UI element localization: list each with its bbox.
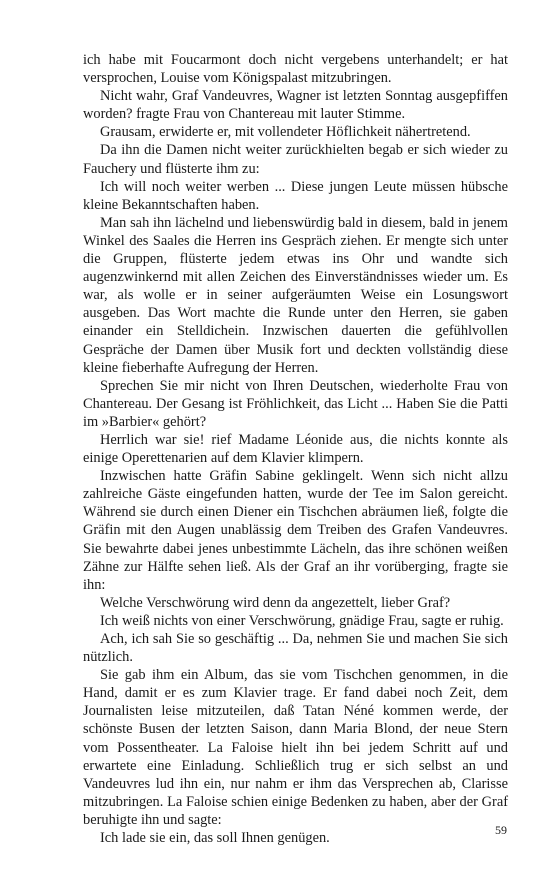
paragraph: Ach, ich sah Sie so geschäftig ... Da, nehmen Sie und machen Sie sich nützlich. xyxy=(83,631,508,666)
paragraph: Sie gab ihm ein Album, das sie vom Tischchen genommen, in die Hand, damit er es zum Klavier trage. Er fand dabei noch Zeit, dem Journalisten leise mitzuteilen, daß Tatan Néné kommen werde, der schönste Busen der letzten Saison, dann Maria Blond, der neue Stern vom Possentheater. La Faloise hielt ihn bei jedem Schritt auf und erwartete eine Einladung. Schließlich trug er sich selbst an und Vandeuvres lud ihn ein, nur nahm er ihm das Versprechen ab, Clarisse mitzubringen. La Faloise schien einige Bedenken zu haben, aber der Graf beruhigte ihn und sagte: xyxy=(83,667,508,828)
paragraph: Da ihn die Damen nicht weiter zurückhielten begab er sich wieder zu Fauchery und flüsterte ihm zu: xyxy=(83,142,508,177)
paragraph: Ich will noch weiter werben ... Diese jungen Leute müssen hübsche kleine Bekanntschaften haben. xyxy=(83,178,508,213)
paragraph: Man sah ihn lächelnd und liebenswürdig bald in diesem, bald in jenem Winkel des Saales die Herren ins Gespräch ziehen. Er mengte sich unter die Gruppen, flüsterte jedem etwas ins Ohr und wandte sich augenzwinkernd mit allen Zeichen des Einverständnisses wieder um. Es war, als wolle er in seiner aufgeräumten Weise ein Losungswort ausgeben. Das Wort machte die Runde unter den Herren, sie gaben einander ein Stelldichein. Inzwischen dauerten die gefühlvollen Gespräche der Damen über Musik fort und deckten vollständig diese kleine fieberhafte Aufregung der Herren. xyxy=(83,214,508,376)
paragraph: Ich lade sie ein, das soll Ihnen genügen. xyxy=(100,830,330,847)
paragraph: Herrlich war sie! rief Madame Léonide aus, die nichts konnte als einige Operettenarien auf dem Klavier klimpern. xyxy=(83,431,508,467)
paragraph: ich habe mit Foucarmont doch nicht vergebens unterhandelt; er hat versprochen, Louise vom Königspalast mitzubringen. xyxy=(83,52,508,87)
paragraph: Welche Verschwörung wird denn da angezettelt, lieber Graf? xyxy=(100,594,451,611)
paragraph: Inzwischen hatte Gräfin Sabine geklingelt. Wenn sich nicht allzu zahlreiche Gäste eingefunden hatten, wurde der Tee im Salon gereicht. Während sie durch einen Diener ein Tischchen abräumen ließ, folgte die Gräfin mit den Augen unablässig dem Treiben des Grafen Vandeuvres. Sie bewahrte dabei jenes unbestimmte Lächeln, das ihre schönen weißen Zähne zur Hälfte sehen ließ. Als der Graf an ihr vorüberging, fragte sie ihn: xyxy=(83,468,508,593)
paragraph: Nicht wahr, Graf Vandeuvres, Wagner ist letzten Sonntag ausgepfiffen worden? fragte Frau von Chantereau mit lauter Stimme. xyxy=(83,88,508,123)
paragraph: Sprechen Sie mir nicht von Ihren Deutschen, wiederholte Frau von Chantereau. Der Gesang ist Fröhlichkeit, das Licht ... Haben Sie die Patti im »Barbier« gehört? xyxy=(83,377,508,430)
page-number: 59 xyxy=(495,823,507,837)
page-body xyxy=(83,51,508,847)
paragraph: Grausam, erwiderte er, mit vollendeter Höflichkeit nähertretend. xyxy=(100,124,471,141)
paragraph: Ich weiß nichts von einer Verschwörung, gnädige Frau, sagte er ruhig. xyxy=(100,612,504,629)
